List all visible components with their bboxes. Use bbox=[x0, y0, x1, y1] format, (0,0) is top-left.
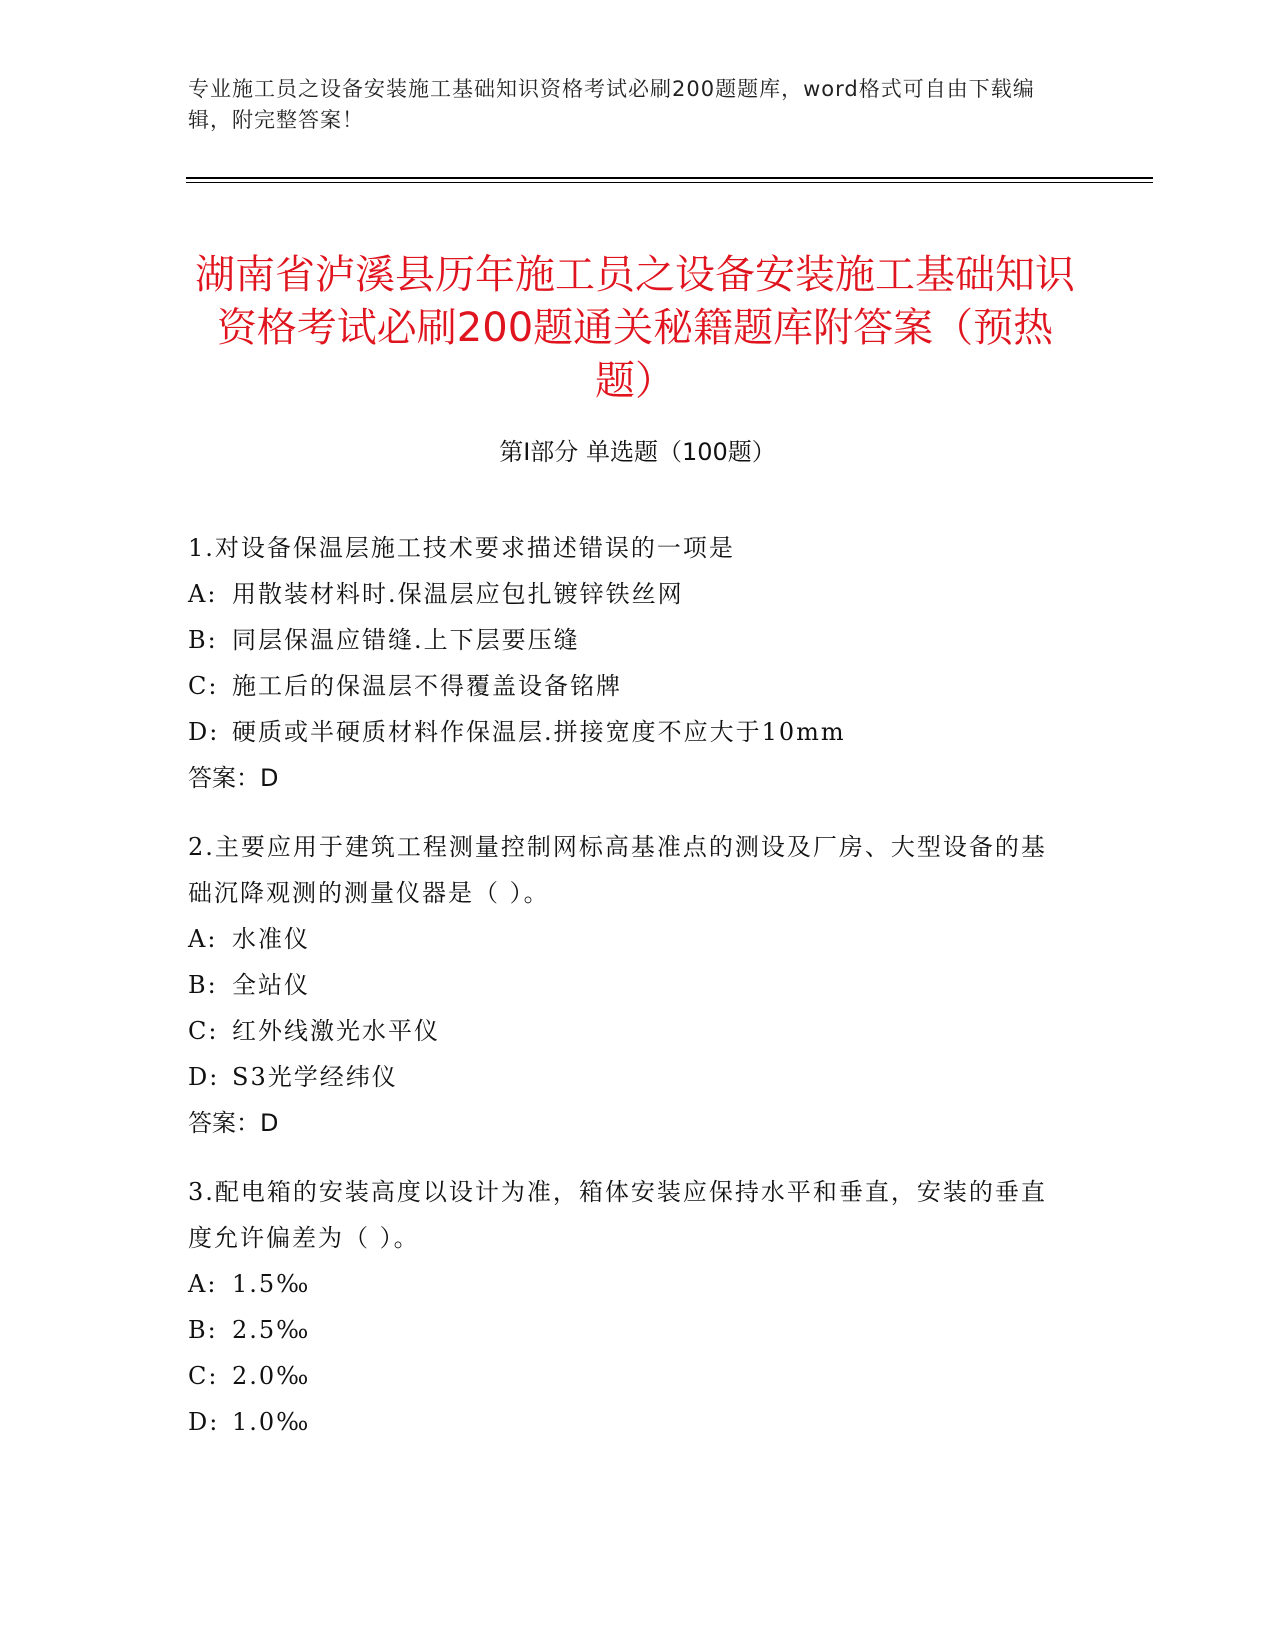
option-letter: C: bbox=[188, 672, 219, 700]
option-letter: A: bbox=[188, 925, 218, 953]
question-stem: 1.对设备保温层施工技术要求描述错误的一项是 bbox=[188, 534, 735, 562]
option-c bbox=[188, 1008, 1068, 1054]
header-note: 专业施工员之设备安装施工基础知识资格考试必刷200题题库，word格式可自由下载编辑，附完整答案！ bbox=[188, 77, 1035, 132]
option-text: 用散装材料时.保温层应包扎镀锌铁丝网 bbox=[232, 580, 684, 608]
option-letter: D: bbox=[188, 1408, 220, 1436]
option-a bbox=[188, 571, 1068, 617]
option-letter: B: bbox=[188, 971, 218, 999]
option-b bbox=[188, 1307, 1068, 1353]
option-text: 红外线激光水平仪 bbox=[232, 1017, 440, 1045]
option-text: 2.0‰ bbox=[232, 1362, 311, 1390]
option-text: 施工后的保温层不得覆盖设备铭牌 bbox=[232, 672, 622, 700]
question-list bbox=[188, 525, 1068, 1468]
option-text: 硬质或半硬质材料作保温层.拼接宽度不应大于10mm bbox=[232, 718, 846, 746]
option-text: 2.5‰ bbox=[232, 1316, 311, 1344]
question-item bbox=[188, 1169, 1068, 1445]
option-text: 1.0‰ bbox=[232, 1408, 311, 1436]
question-item bbox=[188, 525, 1068, 801]
option-text: 水准仪 bbox=[232, 925, 310, 953]
option-text: 同层保温应错缝.上下层要压缝 bbox=[232, 626, 580, 654]
question-stem: 2.主要应用于建筑工程测量控制网标高基准点的测设及厂房、大型设备的基础沉降观测的测量仪器是（ ）。 bbox=[188, 833, 1047, 907]
option-a bbox=[188, 916, 1068, 962]
option-letter: A: bbox=[188, 1270, 218, 1298]
option-text: 1.5‰ bbox=[232, 1270, 311, 1298]
question-item bbox=[188, 824, 1068, 1146]
option-letter: B: bbox=[188, 1316, 218, 1344]
question-stem: 3.配电箱的安装高度以设计为准，箱体安装应保持水平和垂直，安装的垂直度允许偏差为（ ）。 bbox=[188, 1178, 1047, 1252]
option-letter: D: bbox=[188, 1063, 220, 1091]
option-b bbox=[188, 962, 1068, 1008]
option-d bbox=[188, 1399, 1068, 1445]
header-divider-thin bbox=[186, 182, 1153, 183]
option-text: 全站仪 bbox=[232, 971, 310, 999]
option-letter: A: bbox=[188, 580, 218, 608]
option-c bbox=[188, 1353, 1068, 1399]
option-letter: B: bbox=[188, 626, 218, 654]
answer-line: 答案：D bbox=[188, 1109, 279, 1137]
option-text: S3光学经纬仪 bbox=[232, 1063, 398, 1091]
option-a bbox=[188, 1261, 1068, 1307]
option-letter: D: bbox=[188, 718, 220, 746]
option-c bbox=[188, 663, 1068, 709]
option-letter: C: bbox=[188, 1362, 219, 1390]
option-d bbox=[188, 1054, 1068, 1100]
answer-line: 答案：D bbox=[188, 764, 279, 792]
option-b bbox=[188, 617, 1068, 663]
section-heading: 第I部分 单选题（100题） bbox=[499, 438, 776, 466]
document-title: 湖南省泸溪县历年施工员之设备安装施工基础知识资格考试必刷200题通关秘籍题库附答案（预热题） bbox=[195, 251, 1075, 404]
option-letter: C: bbox=[188, 1017, 219, 1045]
option-d bbox=[188, 709, 1068, 755]
header-divider-thick bbox=[186, 177, 1153, 179]
